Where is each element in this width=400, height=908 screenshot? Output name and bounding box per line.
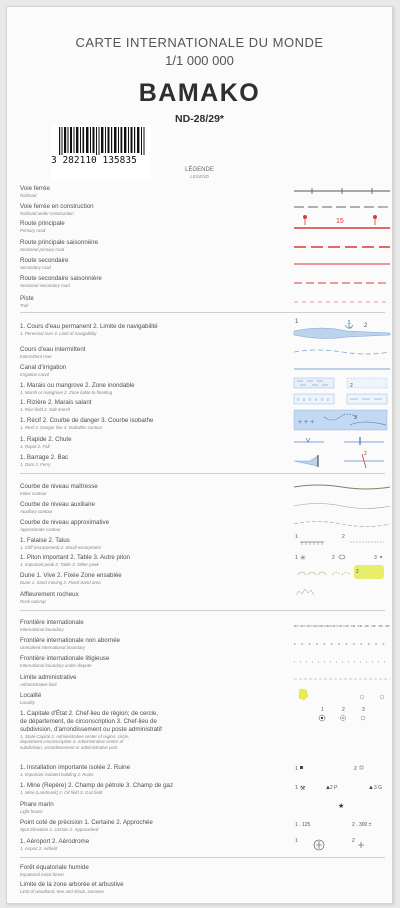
rock-outcrop-symbol <box>296 589 314 595</box>
spot-elevation-symbol <box>295 822 372 828</box>
legend-entry-primary-road: Route principale Primary road <box>20 220 65 233</box>
svg-text:2: 2 <box>352 838 355 844</box>
lighthouse-icon: ★ <box>338 803 345 810</box>
legend-entry-peak: 1. Piton important 2. Table 3. Autre piton 1. Important peak 2. Table 3. Other peak <box>20 554 130 567</box>
relief-symbols <box>292 479 392 604</box>
map-legend-sheet <box>6 6 393 904</box>
oil-icon: ▲ <box>325 785 331 791</box>
barcode-icon <box>59 127 147 155</box>
svg-text:2: 2 <box>364 323 368 329</box>
svg-text:2: 2 <box>364 451 367 457</box>
boundary-and-place-symbols <box>292 617 392 862</box>
svg-text:2 P: 2 P <box>330 785 338 791</box>
series-title: CARTE INTERNATIONALE DU MONDE <box>75 35 324 50</box>
legend-entry-railroad-construction: Voie ferrée en construction Railroad under construction <box>20 203 94 216</box>
index-contour-symbol <box>294 485 390 489</box>
svg-text:1: 1 <box>295 785 298 791</box>
svg-text:1: 1 <box>295 534 298 540</box>
legend-entry-approximate-contour: Courbe de niveau approximative Approximate contour <box>20 519 110 532</box>
dune-symbol <box>298 565 384 579</box>
sheet-code: ND-28/29* <box>174 113 225 125</box>
svg-text:1: 1 <box>321 707 324 713</box>
approximate-contour-symbol <box>294 522 390 527</box>
rice-field-symbol <box>294 394 387 404</box>
intermittent-river-symbol <box>294 350 390 354</box>
legend-entry-dam: 1. Barrage 2. Bac 1. Dam 2. Ferry <box>20 454 69 467</box>
anchor-icon: ⚓ <box>344 320 354 329</box>
legend-entry-lighthouse: Phare marin Light house <box>20 801 54 814</box>
mine-icon: ⚒ <box>300 786 306 792</box>
legend-entry-seasonal-primary-road: Route principale saisonnière Seasonal primary road <box>20 239 99 252</box>
legend-entry-capital-2: de département, de circonscription 3. Chef-lieu de <box>20 718 157 725</box>
sheet-name: BAMAKO <box>138 79 261 107</box>
legend-entry-spot-elevation: Point coté de précision 1. Certaine 2. Approchée Spot Elevation 1. Certain 2. Approached <box>20 819 153 832</box>
isolated-building-symbol <box>295 766 363 772</box>
legend-entry-rice-field: 1. Rizière 2. Marais salant 1. Rice field 2. Salt marsh <box>20 399 92 412</box>
svg-text:3: 3 <box>374 555 377 561</box>
airport-symbol <box>295 838 364 850</box>
legend-entry-airport: 1. Aéroport 2. Aérodrome 1. Airport 2. Airfield <box>20 838 90 851</box>
primary-road-symbol <box>294 215 390 228</box>
svg-text:1: 1 <box>295 555 298 561</box>
legend-subtitle: LEGEND <box>190 174 209 179</box>
svg-text:2: 2 <box>342 534 345 540</box>
mine-symbol <box>295 785 382 792</box>
legend-entry-capital-1: 1. Capitale d'État 2. Chef-lieu de région; de cercle, <box>20 710 159 717</box>
legend-entry-mine: 1. Mine (Repère) 2. Champ de pétrole 3. Champ de gaz 1. Mine (Landmark) 2. Oil field 3. Gaz field <box>20 782 174 795</box>
legend-entry-trail: Piste Trail <box>20 295 34 308</box>
hydrography-symbols <box>292 315 392 475</box>
locality-symbol <box>292 689 384 704</box>
peak-icon: ✳ <box>300 555 306 562</box>
legend-entry-cliff: 1. Falaise 2. Talus 1. Cliff (escarpment) 2. Small escarpment <box>20 537 101 550</box>
section-divider <box>20 312 385 313</box>
railroad-symbol <box>294 188 390 194</box>
svg-text:2 . 300 ±: 2 . 300 ± <box>352 822 372 828</box>
legend-entry-irrigation-canal: Canal d'irrigation Irrigation canal <box>20 364 67 377</box>
legend-entry-rapid: 1. Rapide 2. Chute 1. Rapid 2. Fall <box>20 436 72 449</box>
legend-entry-equatorial-forest: Forêt équatoriale humide Equatorial moist forest <box>20 864 89 877</box>
svg-text:1: 1 <box>295 766 298 772</box>
svg-text:2: 2 <box>356 569 359 575</box>
peak-symbol <box>295 554 382 562</box>
reef-symbol <box>294 410 387 430</box>
transport-symbols <box>292 187 392 307</box>
svg-text:2: 2 <box>342 707 345 713</box>
cliff-symbol <box>295 534 384 545</box>
barcode-number: 3 282110 135835 <box>51 155 137 166</box>
marsh-symbol <box>294 378 387 389</box>
dam-symbol <box>294 451 384 468</box>
svg-text:1 . 125: 1 . 125 <box>295 822 311 828</box>
rapid-symbol <box>294 437 384 445</box>
legend-entry-secondary-road: Route secondaire Secondary road <box>20 257 69 270</box>
legend-entry-capital-3: subdivision, d'arrondissement ou poste administratif 1. State Capital 2. Administrative center of region, circle, department circonscription 3. Administrative center of subdivision, arrondissement or administrative post <box>20 726 162 751</box>
auxiliary-contour-symbol <box>294 504 390 509</box>
legend-entry-auxiliary-contour: Courbe de niveau auxiliaire Auxiliary contour <box>20 501 95 514</box>
legend-title: LÉGENDE <box>185 167 214 173</box>
capital-symbols <box>319 707 365 721</box>
gas-icon: ▲ <box>368 785 374 791</box>
svg-text:3: 3 <box>354 415 357 421</box>
scale-label: 1/1 000 000 <box>165 53 234 68</box>
legend-entry-seasonal-secondary-road: Route secondaire saisonnière Seasonal secondary road <box>20 275 102 288</box>
svg-text:1: 1 <box>295 319 299 325</box>
svg-text:3: 3 <box>362 707 365 713</box>
legend-entry-international-boundary: Frontière internationale International boundary <box>20 619 84 632</box>
svg-text:2: 2 <box>332 555 335 561</box>
svg-text:1: 1 <box>295 838 298 844</box>
svg-text:2: 2 <box>350 383 353 389</box>
legend-entry-rock-outcrop: Affleurement rocheux Rock outcrop <box>20 591 79 604</box>
legend-entry-reef: 1. Récif 2. Courbe de danger 3. Courbe isobathe 1. Reef 2. Danger line 3. Isobathic contour <box>20 417 154 430</box>
legend-entry-intermittent-river: Cours d'eau intermittent Intermittent river <box>20 346 86 359</box>
legend-entry-unmarked-boundary: Frontière internationale non abornée Unmarked international boundary <box>20 637 121 650</box>
svg-text:3 G: 3 G <box>374 785 383 791</box>
svg-text:2: 2 <box>354 766 357 772</box>
legend-entry-railroad: Voie ferrée Railroad <box>20 185 50 198</box>
legend-entry-isolated-building: 1. Installation importante isolée 2. Ruine 1. Important isolated building 2. Ruins <box>20 764 131 777</box>
road-number: 15 <box>336 218 344 225</box>
legend-entry-disputed-boundary: Frontière internationale litigieuse International boundary under dispute <box>20 655 110 668</box>
section-divider <box>20 610 385 611</box>
perennial-river-symbol <box>294 319 390 339</box>
legend-entry-index-contour: Courbe de niveau maîtresse Index contour <box>20 483 98 496</box>
legend-entry-locality: Localité Locality <box>20 692 42 705</box>
legend-entry-woodland-limit: Limite de la zone arborée et arbustive Limit of woodland, tree and shrub, savanne <box>20 881 124 894</box>
legend-entry-perennial-river: 1. Cours d'eau permanent 2. Limite de navigabilité 1. Perennial river 2. Limit of navigability <box>20 323 158 336</box>
legend-entry-marsh: 1. Marais ou mangrove 2. Zone inondable 1. Marsh or mangrove 2. Zone liable to flooding <box>20 382 135 395</box>
svg-text:+ + +: + + + <box>298 419 315 426</box>
legend-entry-dune: Dune 1. Vive 2. Fixée Zone ensablée Dune 1. Sand moving 2. Fixed Sand area <box>20 572 122 585</box>
legend-entry-administrative-limit: Limite administrative Administrative limit <box>20 674 77 687</box>
